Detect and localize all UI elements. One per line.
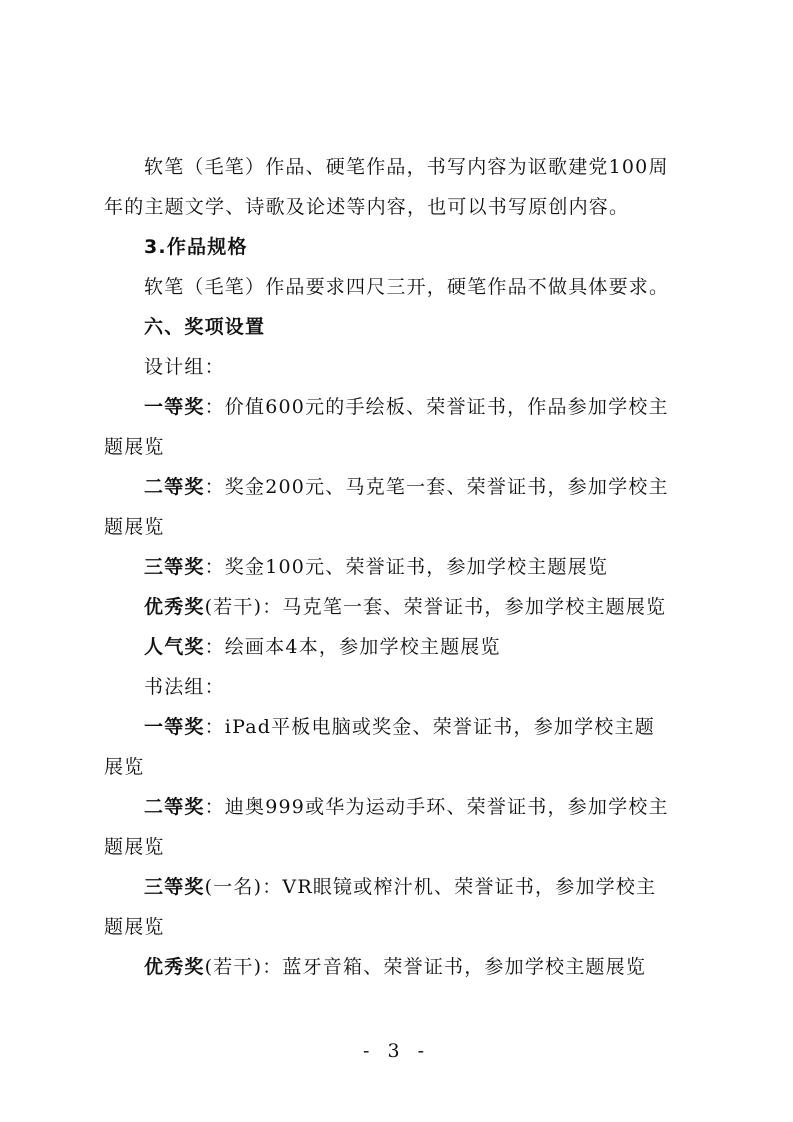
award-item: [104, 467, 694, 507]
award-label: 人气奖: [144, 636, 205, 658]
award-item: [104, 947, 694, 987]
award-item: [104, 387, 694, 427]
award-item: [104, 627, 694, 667]
group-label: 书法组：: [144, 676, 225, 698]
award-label: 二等奖: [144, 476, 205, 498]
award-description: (若干)：蓝牙音箱、荣誉证书，参加学校主题展览: [204, 956, 647, 978]
award-description: ：奖金100元、荣誉证书，参加学校主题展览: [204, 556, 609, 578]
section-heading: 六、奖项设置: [144, 316, 266, 338]
award-item: [104, 587, 694, 627]
award-continuation: 展览: [104, 756, 145, 778]
document-body: [104, 147, 694, 987]
award-description: ：绘画本4本，参加学校主题展览: [204, 636, 501, 658]
award-continuation: 题展览: [104, 436, 165, 458]
award-item: [104, 867, 694, 907]
award-label: 三等奖: [144, 556, 205, 578]
award-label: 一等奖: [144, 396, 205, 418]
award-label: 二等奖: [144, 796, 205, 818]
award-item: [104, 547, 694, 587]
award-description: ：iPad平板电脑或奖金、荣誉证书，参加学校主题: [204, 716, 655, 738]
award-item: [104, 787, 694, 827]
award-continuation: 题展览: [104, 916, 165, 938]
award-label: 优秀奖: [144, 596, 205, 618]
award-label: 优秀奖: [144, 956, 205, 978]
award-description: ：价值600元的手绘板、荣誉证书，作品参加学校主: [204, 396, 669, 418]
award-label: 一等奖: [144, 716, 205, 738]
award-description: ：奖金200元、马克笔一套、荣誉证书，参加学校主: [204, 476, 669, 498]
award-description: (一名)：VR眼镜或榨汁机、荣誉证书，参加学校主: [204, 876, 657, 898]
body-paragraph: 软笔（毛笔）作品、硬笔作品，书写内容为讴歌建党100周: [144, 156, 669, 178]
award-item: [104, 707, 694, 747]
body-paragraph: 软笔（毛笔）作品要求四尺三开，硬笔作品不做具体要求。: [144, 276, 670, 298]
group-label: 设计组：: [144, 356, 225, 378]
award-description: (若干)：马克笔一套、荣誉证书，参加学校主题展览: [204, 596, 667, 618]
award-description: ：迪奥999或华为运动手环、荣誉证书，参加学校主: [204, 796, 669, 818]
award-continuation: 题展览: [104, 836, 165, 858]
page-number: - 3 -: [362, 1040, 430, 1062]
section-subheading: 3.作品规格: [144, 236, 248, 258]
award-continuation: 题展览: [104, 516, 165, 538]
award-label: 三等奖: [144, 876, 205, 898]
body-paragraph: 年的主题文学、诗歌及论述等内容，也可以书写原创内容。: [104, 196, 630, 218]
